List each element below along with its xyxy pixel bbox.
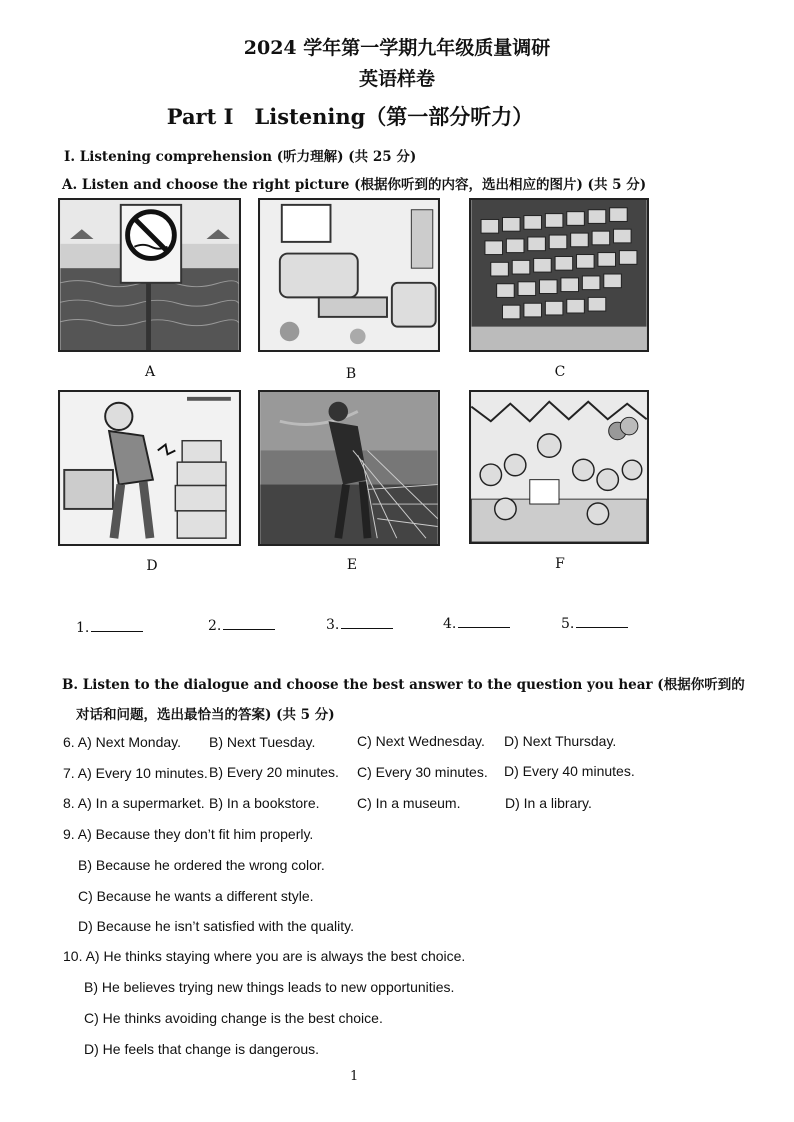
picture-label-d: D <box>146 558 158 574</box>
answer-blank-5[interactable]: 5. <box>561 615 628 632</box>
section-b-heading-cont: 对话和问题，选出最恰当的答案) (共 5 分) <box>76 707 335 723</box>
answer-blank-1[interactable]: 1. <box>76 619 143 636</box>
section-a-heading: A. Listen and choose the right picture (根据你听到的内容，选出相应的图片) (共 5 分) <box>62 177 647 193</box>
picture-label-f: F <box>555 556 565 572</box>
document-title: 2024 学年第一学期九年级质量调研 <box>243 37 551 59</box>
q9-option-a[interactable]: 9. A) Because they don’t fit him properly. <box>63 826 314 842</box>
back-pain-man-image <box>58 390 241 546</box>
q8-option-d[interactable]: D) In a library. <box>505 795 592 811</box>
q8-option-b[interactable]: B) In a bookstore. <box>209 795 320 811</box>
answer-blank-4[interactable]: 4. <box>443 615 510 632</box>
q6-option-c[interactable]: C) Next Wednesday. <box>357 733 485 749</box>
section-1-heading: I. Listening comprehension (听力理解) (共 25 分) <box>64 149 417 165</box>
keyboard-image <box>469 198 649 352</box>
answer-blank-3[interactable]: 3. <box>326 616 393 633</box>
birthday-party-image <box>469 390 649 544</box>
picture-label-a: A <box>144 364 156 380</box>
q10-option-d[interactable]: D) He feels that change is dangerous. <box>84 1041 320 1057</box>
messy-living-room-image <box>258 198 440 352</box>
q7-option-a[interactable]: 7. A) Every 10 minutes. <box>63 765 208 781</box>
q9-option-c[interactable]: C) Because he wants a different style. <box>78 888 314 904</box>
picture-label-e: E <box>346 557 358 573</box>
picture-label-b: B <box>345 366 357 382</box>
q10-option-c[interactable]: C) He thinks avoiding change is the best choice. <box>84 1010 383 1026</box>
q6-option-a[interactable]: 6. A) Next Monday. <box>63 734 182 750</box>
section-b-heading: B. Listen to the dialogue and choose the best answer to the question you hear (根据你听到的 <box>62 677 745 693</box>
q10-option-b[interactable]: B) He believes trying new things leads to new opportunities. <box>84 979 455 995</box>
q7-option-b[interactable]: B) Every 20 minutes. <box>209 764 339 780</box>
q6-option-b[interactable]: B) Next Tuesday. <box>209 734 316 750</box>
page-number: 1 <box>350 1069 359 1084</box>
q10-option-a[interactable]: 10. A) He thinks staying where you are is always the best choice. <box>63 948 466 964</box>
picture-label-c: C <box>554 364 566 380</box>
document-subtitle: 英语样卷 <box>358 68 435 90</box>
fisherman-net-image <box>258 390 440 546</box>
q9-option-d[interactable]: D) Because he isn’t satisfied with the quality. <box>78 918 354 934</box>
q8-option-c[interactable]: C) In a museum. <box>357 795 461 811</box>
q7-option-d[interactable]: D) Every 40 minutes. <box>504 763 635 779</box>
q7-option-c[interactable]: C) Every 30 minutes. <box>357 764 488 780</box>
answer-blank-2[interactable]: 2. <box>208 617 275 634</box>
q6-option-d[interactable]: D) Next Thursday. <box>504 733 617 749</box>
no-swimming-sign-image <box>58 198 241 352</box>
q8-option-a[interactable]: 8. A) In a supermarket. <box>63 795 205 811</box>
part-title: Part I Listening（第一部分听力） <box>166 104 534 129</box>
q9-option-b[interactable]: B) Because he ordered the wrong color. <box>78 857 325 873</box>
